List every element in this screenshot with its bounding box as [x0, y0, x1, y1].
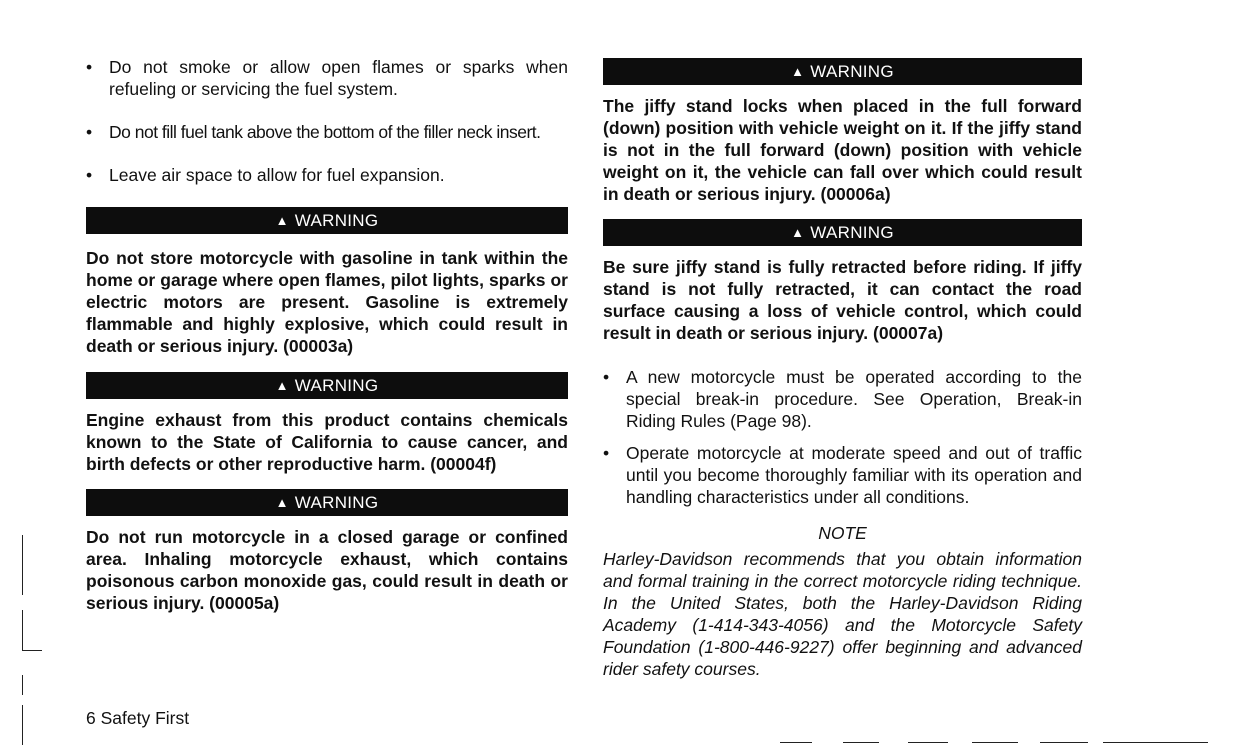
warning-banner [603, 219, 1082, 246]
warning-triangle-icon: ▲ [275, 213, 289, 228]
warning-label: WARNING [294, 210, 379, 230]
list-item: • A new motorcycle must be operated according to the special break-in procedure. See Operation, Break-in Riding Rules (Page 98). [603, 366, 1082, 432]
warning-label: WARNING [294, 492, 379, 512]
warning-banner [603, 58, 1082, 85]
margin-line [22, 650, 42, 651]
fuel-bullet-list [86, 56, 568, 186]
warning-banner [86, 372, 568, 399]
list-item: • Do not fill fuel tank above the bottom of the filler neck insert. [86, 121, 568, 143]
warning-text: The jiffy stand locks when placed in the full forward (down) position with vehicle weight on it. If the jiffy stand is not in the full forward (down) position with vehicle weight on it, the vehicle can fall over which could result in death or serious injury. (00006a) [603, 96, 1082, 204]
page-footer: 6 Safety First [86, 708, 190, 728]
left-column [86, 56, 568, 614]
warning-text: Do not run motorcycle in a closed garage or confined area. Inhaling motorcycle exhaust, which contains poisonous carbon monoxide gas, could result in death or serious injury. (00005a) [86, 527, 568, 613]
warning-text: Engine exhaust from this product contains chemicals known to the State of California to cause cancer, and birth defects or other reproductive harm. (00004f) [86, 410, 568, 474]
warning-label: WARNING [810, 61, 894, 81]
margin-line [22, 675, 23, 695]
bottom-dash [1103, 742, 1208, 743]
list-item: • Do not smoke or allow open flames or sparks when refueling or servicing the fuel system. [86, 56, 568, 100]
warning-block-00003a [86, 207, 568, 357]
warning-label: WARNING [294, 375, 379, 395]
warning-triangle-icon: ▲ [275, 378, 289, 393]
warning-block-00004f [86, 372, 568, 475]
warning-triangle-icon: ▲ [791, 225, 805, 240]
note-text: Harley-Davidson recommends that you obtain information and formal training in the correct motorcycle riding technique. In the United States, both the Harley-Davidson Riding Academy (1-414-343-4056) and the Motorcycle Safety Foundation (1-800-446-9227) offer beginning and advanced rider safety courses. [603, 549, 1082, 679]
warning-label: WARNING [810, 222, 894, 242]
list-item: • Operate motorcycle at moderate speed and out of traffic until you become thoroughly familiar with its operation and handling characteristics under all conditions. [603, 442, 1082, 508]
warning-banner [86, 489, 568, 516]
warning-block-00007a [603, 219, 1082, 344]
bottom-dash [843, 742, 879, 743]
warning-triangle-icon: ▲ [275, 495, 289, 510]
bottom-dash [972, 742, 1018, 743]
list-item: • Leave air space to allow for fuel expansion. [86, 164, 568, 186]
right-column [603, 58, 1082, 680]
warning-text: Be sure jiffy stand is fully retracted before riding. If jiffy stand is not fully retracted, it can contact the road surface causing a loss of vehicle control, which could result in death or serious injury. (00007a) [603, 257, 1082, 343]
warning-triangle-icon: ▲ [791, 64, 805, 79]
warning-block-00006a [603, 58, 1082, 205]
margin-line [22, 535, 23, 595]
warning-block-00005a [86, 489, 568, 614]
bottom-dash [908, 742, 948, 743]
warning-banner [86, 207, 568, 234]
bottom-dash [1040, 742, 1088, 743]
margin-line [22, 610, 23, 650]
bottom-dash [780, 742, 812, 743]
warning-text: Do not store motorcycle with gasoline in tank within the home or garage where open flames, pilot lights, sparks or electric motors are present. Gasoline is extremely flammable and highly explosive, which could result in death or serious injury. (00003a) [86, 248, 568, 356]
break-in-bullet-list [603, 366, 1082, 508]
note-title: NOTE [818, 523, 867, 543]
margin-line [22, 705, 23, 745]
